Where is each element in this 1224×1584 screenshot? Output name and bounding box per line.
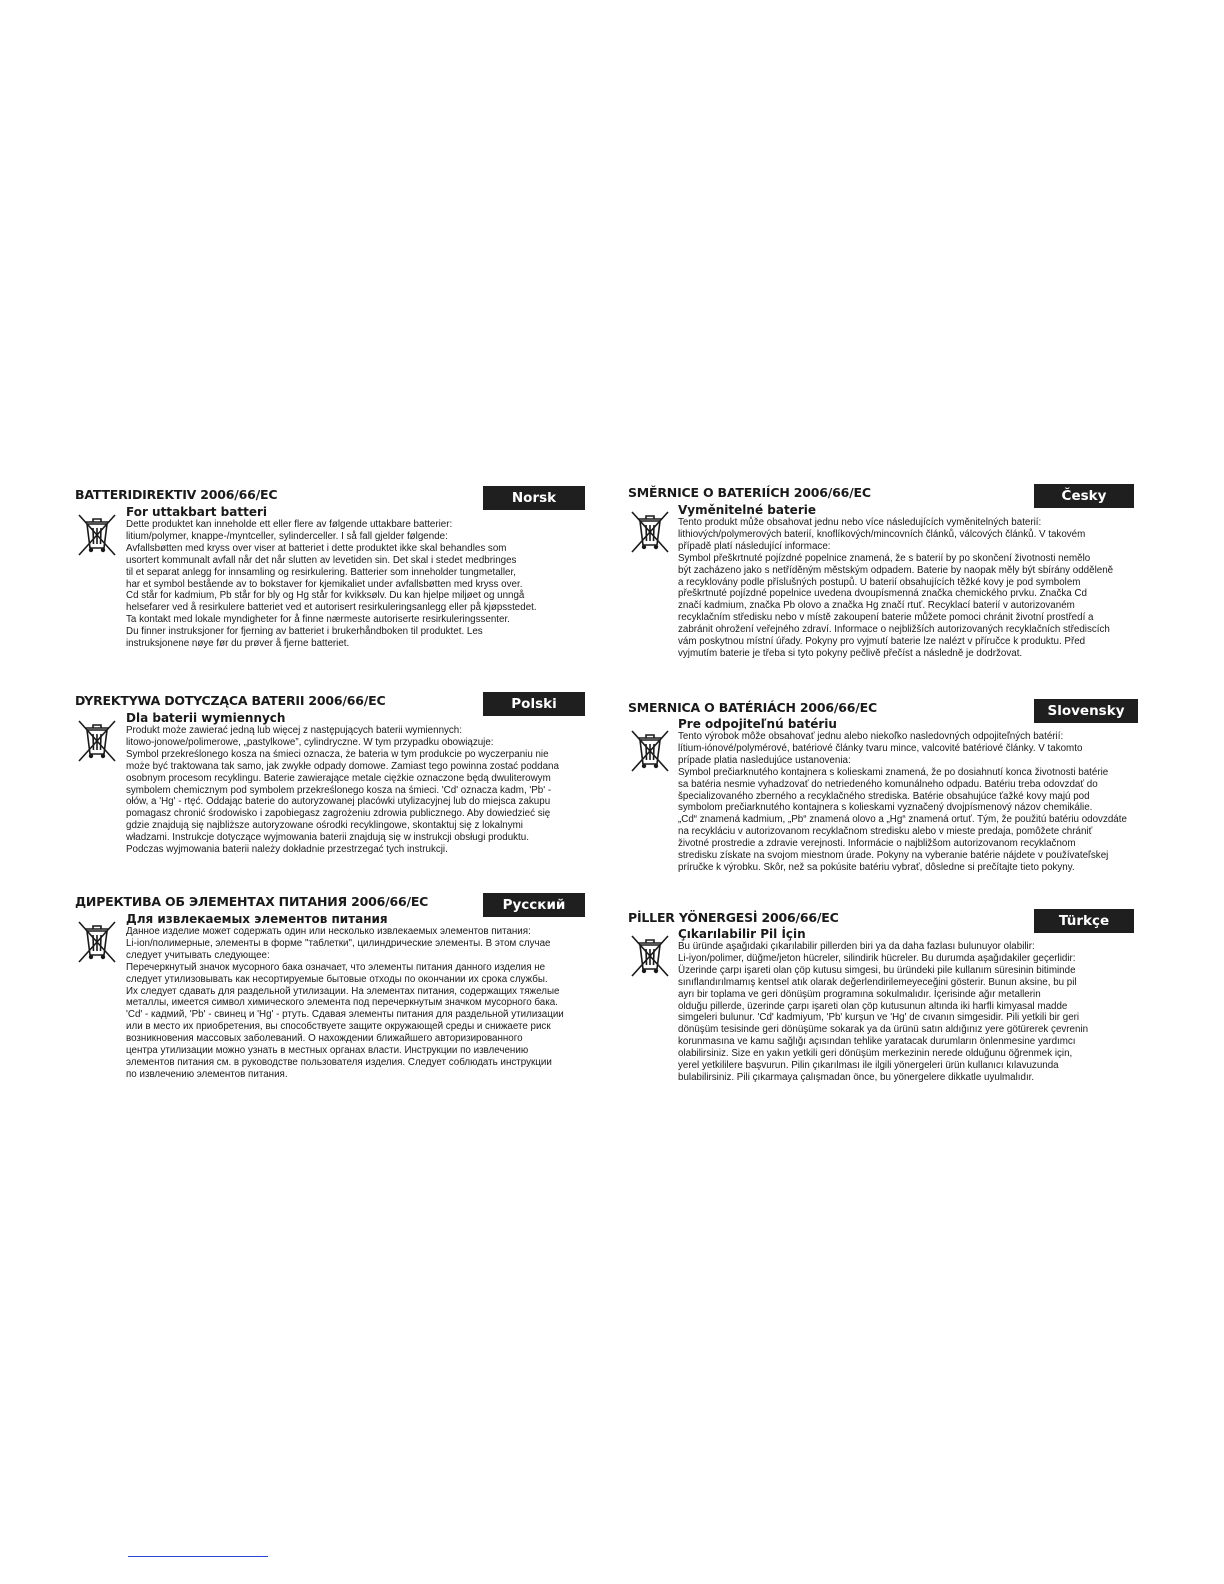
section-heading: ДИРЕКТИВА ОБ ЭЛЕМЕНТАХ ПИТАНИЯ 2006/66/EC <box>75 894 429 909</box>
body-text-line: symbolem chemicznym pod symbolem przekreślonego kosza na śmieci. 'Cd' oznacza kadm, 'Pb' - <box>126 784 552 796</box>
section-polski <box>75 692 587 872</box>
body-text-line: simgeleri bulunur. 'Cd' kadmiyum, 'Pb' kurşun ve 'Hg' de cıvanın simgesidir. Pili yetkili bir geri <box>678 1012 1080 1024</box>
body-text-line: следует утилизовывать как несортируемые бытовые отходы по окончании их срока службы. <box>126 973 548 985</box>
body-text-line: ołów, a 'Hg' - rtęć. Oddając baterie do autoryzowanej placówki utylizacyjnej lub do miejsca zakupu <box>126 796 551 808</box>
body-text-line: sınıflandırılmamış kentsel atık olarak değerlendirilemeyeceğini gösterir. Bunun aksine, bu pil <box>678 976 1077 988</box>
body-text-line: Symbol przekreślonego kosza na śmieci oznacza, że bateria w tym produkcie po wyczerpaniu nie <box>126 748 549 760</box>
body-text-line: symbolom prečiarknutého kontajnera s kolieskami vyznačený dvojpísmenový názov chemikálie. <box>678 802 1093 814</box>
body-text-line: Produkt może zawierać jedną lub więcej z następujących baterii wymiennych: <box>126 725 462 736</box>
section-subheading: For uttakbart batteri <box>126 505 267 519</box>
body-text-line: instruksjonene nøye før du prøver å fjerne batteriet. <box>126 638 350 650</box>
body-text-line: sa batéria nesmie vyhadzovať do netriedeného komunálneho odpadu. Batériu treba odovzdať do <box>678 778 1098 790</box>
body-text-line: Symbol prečiarknutého kontajnera s kolieskami znamená, že po dosiahnutí konca životnosti batérie <box>678 766 1109 778</box>
body-text-line: Du finner instruksjoner for fjerning av batteriet i brukerhåndboken til produktet. Les <box>126 626 483 638</box>
footer-link-line <box>128 1556 268 1557</box>
body-text-line: „Cd“ znamená kadmium, „Pb“ znamená olovo a „Hg“ znamená ortuť. Tým, že použitú batériu odovzdáte <box>678 814 1127 826</box>
section-heading: SMERNICA O BATÉRIÁCH 2006/66/EC <box>628 700 877 715</box>
body-text-line: stredisku získate na svojom miestnom úrade. Pokyny na vyberanie batérie nájdete v používateľskej <box>678 850 1109 862</box>
body-text-line: центра утилизации можно узнать в местных органах власти. Инструкции по извлечению <box>126 1045 529 1057</box>
body-text-line: olabilirsiniz. Size en yakın yetkili geri dönüşüm merkezinin nerede olduğunu öğrenmek için, <box>678 1048 1073 1060</box>
section-body <box>126 926 586 1081</box>
section-body <box>678 941 1138 1084</box>
section-subheading: Dla baterii wymiennych <box>126 711 286 725</box>
language-label-russkiy: Русский <box>483 893 585 917</box>
section-body <box>678 731 1138 874</box>
body-text-line: recyklačním středisku nebo v místě zakoupení baterie můžete pomoci chránit životní prostředí a <box>678 612 1094 624</box>
section-slovensky <box>628 698 1140 888</box>
body-text-line: władzami. Instrukcje dotyczące wyjmowania baterii znajdują się w instrukcji obsługi produktu. <box>126 832 529 844</box>
language-label-cesky: Česky <box>1034 484 1134 508</box>
crossed-out-wheelie-bin-icon <box>629 728 671 774</box>
crossed-out-wheelie-bin-icon <box>629 509 671 555</box>
crossed-out-wheelie-bin-icon <box>76 919 118 965</box>
body-text-line: helsefarer ved å resirkulere batteriet ved et autorisert resirkuleringsanlegg eller på kjøpsstedet. <box>126 602 537 614</box>
section-heading: PİLLER YÖNERGESİ 2006/66/EC <box>628 910 839 925</box>
body-text-line: olduğu pillerde, üzerinde çarpı işareti olan çöp kutusunun altında iki harfli kimyasal madde <box>678 1000 1068 1012</box>
body-text-line: металлы, имеется символ химического элемента под перечеркнутым значком мусорного бака. <box>126 997 558 1009</box>
body-text-line: следует учитывать следующее: <box>126 949 270 961</box>
body-text-line: dönüşüm tesisinde geri dönüşüme sokarak ya da ürünü satın aldığınız yere götürerek çevrenin <box>678 1024 1089 1036</box>
body-text-line: bulabilirsiniz. Pili çıkarmaya çalışmadan önce, bu yönergelere dikkatle uyulmalıdır. <box>678 1071 1035 1083</box>
body-text-line: по извлечению элементов питания. <box>126 1068 288 1080</box>
body-text-line: případě platí následující informace: <box>678 540 831 552</box>
body-text-line: элементов питания см. в руководстве пользователя изделия. Следует соблюдать инструкции <box>126 1056 552 1068</box>
body-text-line: značí kadmium, značka Pb olovo a značka Hg značí rtuť. Recyklací baterií v autorizovaném <box>678 600 1075 612</box>
body-text-line: Их следует сдавать для раздельной утилизации. На элементах питания, содержащих тяжелые <box>126 985 560 997</box>
crossed-out-wheelie-bin-icon <box>76 512 118 558</box>
body-text-line: litium/polymer, knappe-/myntceller, sylinderceller. I så fall gjelder følgende: <box>126 530 448 542</box>
section-subheading: Çıkarılabilir Pil İçin <box>678 927 806 941</box>
body-text-line: har et symbol bestående av to bokstaver for kjemikaliet under avfallsbøtten med kryss over. <box>126 578 523 590</box>
section-body <box>126 725 586 856</box>
body-text-line: přeškrtnuté pojízdné popelnice uvedena dvoupísmenná značka chemického prvku. Značka Cd <box>678 588 1087 600</box>
body-text-line: Podczas wyjmowania baterii należy dokładnie przestrzegać tych instrukcji. <box>126 844 448 856</box>
body-text-line: príručke k výrobku. Skôr, než sa pokúsite batériu vybrať, dôsledne si prečítajte tieto pokyny. <box>678 861 1075 873</box>
body-text-line: yerel yetkililere başvurun. Pilin çıkarılması ile ilgili yönergeleri ürün kullanıcı kılavuzunda <box>678 1060 1059 1072</box>
section-subheading: Pre odpojiteľnú batériu <box>678 717 837 731</box>
body-text-line: Li-ion/полимерные, элементы в форме "таблетки", цилиндрические элементы. В этом случае <box>126 937 551 949</box>
body-text-line: být zacházeno jako s netříděným městským odpadem. Baterie by naopak měly být sbírány odděleně <box>678 564 1114 576</box>
body-text-line: zabránit ohrožení veřejného zdraví. Informace o nejbližších autorizovaných recyklačních střediscích <box>678 624 1110 636</box>
body-text-line: usortert kommunalt avfall når det når slutten av levetiden sin. Det skal i stedet medbringes <box>126 554 517 566</box>
body-text-line: 'Cd' - кадмий, 'Pb' - свинец и 'Hg' - ртуть. Сдавая элементы питания для раздельной утилизации <box>126 1009 564 1021</box>
body-text-line: Bu üründe aşağıdaki çıkarılabilir pillerden biri ya da daha fazlası bulunuyor olabilir: <box>678 941 1035 952</box>
body-text-line: osobnym procesom recyklingu. Baterie zawierające metale ciężkie oznaczone będą dwuliterowym <box>126 772 551 784</box>
body-text-line: Перечеркнутый значок мусорного бака означает, что элементы питания данного изделия не <box>126 961 546 973</box>
body-text-line: Cd står for kadmium, Pb står for bly og Hg står for kvikksølv. Du kan hjelpe miljøet og unngå <box>126 590 525 602</box>
body-text-line: Ta kontakt med lokale myndigheter for å finne nærmeste autoriserte resirkuleringssenter. <box>126 614 510 626</box>
body-text-line: a recyklovány podle příslušných postupů. U baterií obsahujících těžké kovy je pod symbolem <box>678 576 1081 588</box>
section-cesky <box>628 483 1140 673</box>
section-subheading: Vyměnitelné baterie <box>678 503 816 517</box>
section-subheading: Для извлекаемых элементов питания <box>126 912 388 926</box>
body-text-line: vám poskytnou místní úřady. Pokyny pro vyjmutí baterie lze nalézt v příručce k produktu. Před <box>678 636 1086 648</box>
body-text-line: ayrı bir toplama ve geri dönüşüm programına sokulmalıdır. İçerisinde ağır metallerin <box>678 988 1041 1000</box>
body-text-line: Dette produktet kan inneholde ett eller flere av følgende uttakbare batterier: <box>126 519 453 530</box>
body-text-line: na recykláciu v autorizovanom recyklačnom stredisku alebo v mieste predaja, pomôžete chrániť <box>678 826 1093 838</box>
crossed-out-wheelie-bin-icon <box>629 933 671 979</box>
body-text-line: gdzie znajdują się najbliższe autoryzowane ośrodki recyklingowe, skontaktuj się z lokalnymi <box>126 820 523 832</box>
body-text-line: til et separat anlegg for innsamling og resirkulering. Batterier som inneholder tungmetaller, <box>126 566 516 578</box>
section-heading: SMĚRNICE O BATERIÍCH 2006/66/EC <box>628 485 871 500</box>
body-text-line: litowo-jonowe/polimerowe, „pastylkowe”, cylindryczne. W tym przypadku obowiązuje: <box>126 736 494 748</box>
body-text-line: Данное изделие может содержать один или несколько извлекаемых элементов питания: <box>126 926 531 937</box>
body-text-line: vyjmutím baterie je třeba si tyto pokyny pečlivě přečíst a následně je dodržovat. <box>678 647 1023 659</box>
section-russkiy <box>75 893 587 1093</box>
body-text-line: Tento výrobok môže obsahovať jednu alebo niekoľko nasledovných odpojiteľných batérií: <box>678 731 1064 742</box>
body-text-line: возникновения массовых заболеваний. О нахождении ближайшего авторизированного <box>126 1033 523 1045</box>
body-text-line: pomagasz chronić środowisko i zapobiegasz zagrożeniu zdrowia publicznego. Aby dowiedzieć się <box>126 808 551 820</box>
section-heading: DYREKTYWA DOTYCZĄCA BATERII 2006/66/EC <box>75 693 386 708</box>
language-label-norsk: Norsk <box>483 486 585 510</box>
body-text-line: životné prostredie a zdravie verejnosti. Informácie o najbližšom autorizovanom recyklačnom <box>678 838 1076 850</box>
section-norsk <box>75 486 587 666</box>
language-label-turkce: Türkçe <box>1034 909 1134 933</box>
language-label-slovensky: Slovensky <box>1034 699 1138 723</box>
body-text-line: špecializovaného zberného a recyklačného strediska. Batérie obsahujúce ťažké kovy majú pod <box>678 790 1090 802</box>
body-text-line: Avfallsbøtten med kryss over viser at batteriet i dette produktet ikke skal behandles som <box>126 542 507 554</box>
body-text-line: może być traktowana tak samo, jak zwykłe odpady domowe. Zamiast tego powinna zostać poddana <box>126 760 559 772</box>
body-text-line: prípade platia nasledujúce ustanovenia: <box>678 754 851 766</box>
section-body <box>126 519 586 650</box>
body-text-line: Symbol přeškrtnuté pojízdné popelnice znamená, že s baterií by po skončení životnosti nemělo <box>678 552 1091 564</box>
section-heading: BATTERIDIREKTIV 2006/66/EC <box>75 487 278 502</box>
body-text-line: lithiových/polymerových baterií, knoflíkových/mincovních článků, válcových článků. V takovém <box>678 528 1086 540</box>
section-body <box>678 517 1138 660</box>
body-text-line: Üzerinde çarpı işareti olan çöp kutusu simgesi, bu üründeki pile kullanım süresinin bitiminde <box>678 964 1076 976</box>
body-text-line: korunmasına ve kamu sağlığı açısından tehlike yaratacak durumların önlenmesine yardımcı <box>678 1036 1076 1048</box>
section-turkce <box>628 908 1140 1098</box>
body-text-line: Li-iyon/polimer, düğme/jeton hücreler, silindirik hücreler. Bu durumda aşağıdakiler geçerlidir: <box>678 952 1076 964</box>
body-text-line: Tento produkt může obsahovat jednu nebo více následujících vyměnitelných baterií: <box>678 517 1042 528</box>
language-label-polski: Polski <box>483 692 585 716</box>
body-text-line: lítium-iónové/polymérové, batériové články tvaru mince, valcovité batériové články. V takomto <box>678 742 1083 754</box>
body-text-line: или в место их приобретения, вы способствуете защите окружающей среды и снижаете риск <box>126 1021 551 1033</box>
crossed-out-wheelie-bin-icon <box>76 718 118 764</box>
